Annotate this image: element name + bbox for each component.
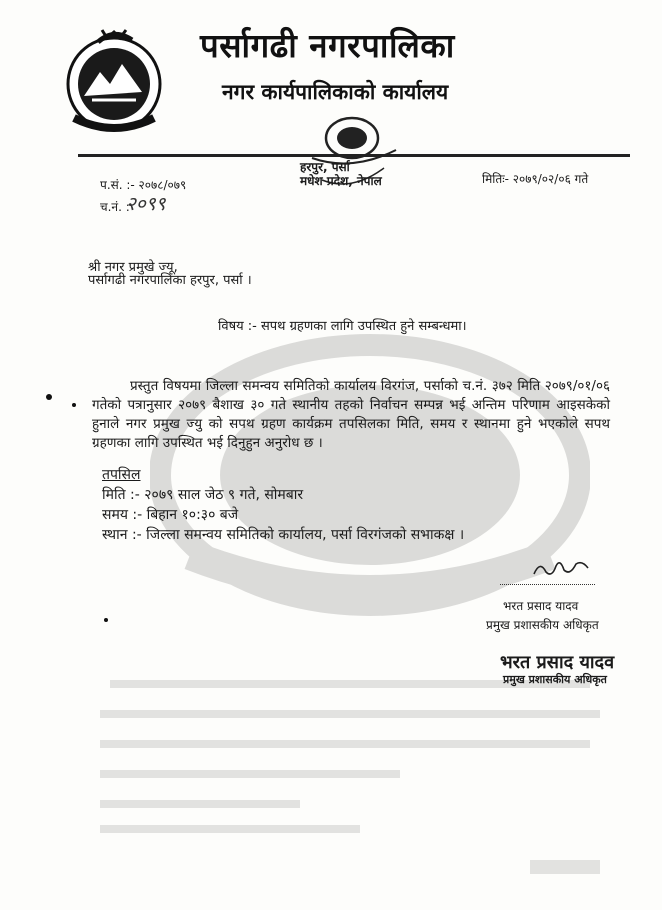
body-paragraph: प्रस्तुत विषयमा जिल्ला समन्वय समितिको कार्यालय विरगंज, पर्साको च.नं. ३७२ मिति २०७९/०१/०६ गतेको पत्रानुसार २०७९ बैशाख ३० गते स्थानीय तहको निर्वाचन सम्पन्न भई अन्तिम परिणाम आइसकेको हुनाले नगर प्रमुख ज्यु को सपथ ग्रहण कार्यक्रम तपसिलका मिति, समय र स्थानमा हुने भएकोले सपथ ग्रहणका लागि उपस्थित भई दिनुहुन अनुरोध छ । xyxy=(92,378,610,451)
details-place: स्थान :- जिल्ला समन्वय समितिको कार्यालय, पर्सा विरगंजको सभाकक्ष । xyxy=(102,527,465,543)
municipality-title: पर्सागढी नगरपालिका xyxy=(200,26,455,65)
dispatch-label: च.नं. : xyxy=(100,200,130,214)
signatory-stamp-position: प्रमुख प्रशासकीय अधिकृत xyxy=(503,673,607,686)
office-subtitle: नगर कार्यपालिकाको कार्यालय xyxy=(222,80,449,104)
scan-speck xyxy=(46,394,52,400)
details-date: मिति :- २०७९ साल जेठ ९ गते, सोमबार xyxy=(102,487,304,503)
nepal-emblem-logo xyxy=(62,26,166,136)
letter-subject: विषय :- सपथ ग्रहणका लागि उपस्थित हुने सम्बन्धमा। xyxy=(218,319,467,334)
handwritten-signature xyxy=(530,556,592,580)
details-time: समय :- बिहान १०:३० बजे xyxy=(102,507,239,523)
scan-speck xyxy=(104,618,108,622)
letter-body xyxy=(92,377,610,453)
stamp-line-1: हरपुर, पर्सा xyxy=(300,160,350,174)
addressee-line-1: श्री नगर प्रमुखे ज्यू, xyxy=(88,260,178,275)
signatory-stamp-name: भरत प्रसाद यादव xyxy=(500,652,615,673)
header-divider xyxy=(78,154,630,157)
details-heading: तपसिल xyxy=(102,467,141,483)
addressee-line-2: पर्सागढी नगरपालिका हरपुर, पर्सा । xyxy=(88,273,252,288)
bleed-through-text xyxy=(100,660,620,890)
signatory-name: भरत प्रसाद यादव xyxy=(503,599,579,613)
dispatch-number: २०९९ xyxy=(126,193,166,215)
fiscal-year-ref: प.सं. :- २०७८/०७९ xyxy=(100,178,187,192)
signature-line xyxy=(500,584,595,585)
stamp-line-2: मधेश प्रदेश, नेपाल xyxy=(300,174,382,188)
scan-speck xyxy=(72,403,76,407)
watermark-emblem xyxy=(150,325,590,625)
signatory-position: प्रमुख प्रशासकीय अधिकृत xyxy=(486,618,599,632)
letter-date: मितिः- २०७९/०२/०६ गते xyxy=(482,172,589,186)
